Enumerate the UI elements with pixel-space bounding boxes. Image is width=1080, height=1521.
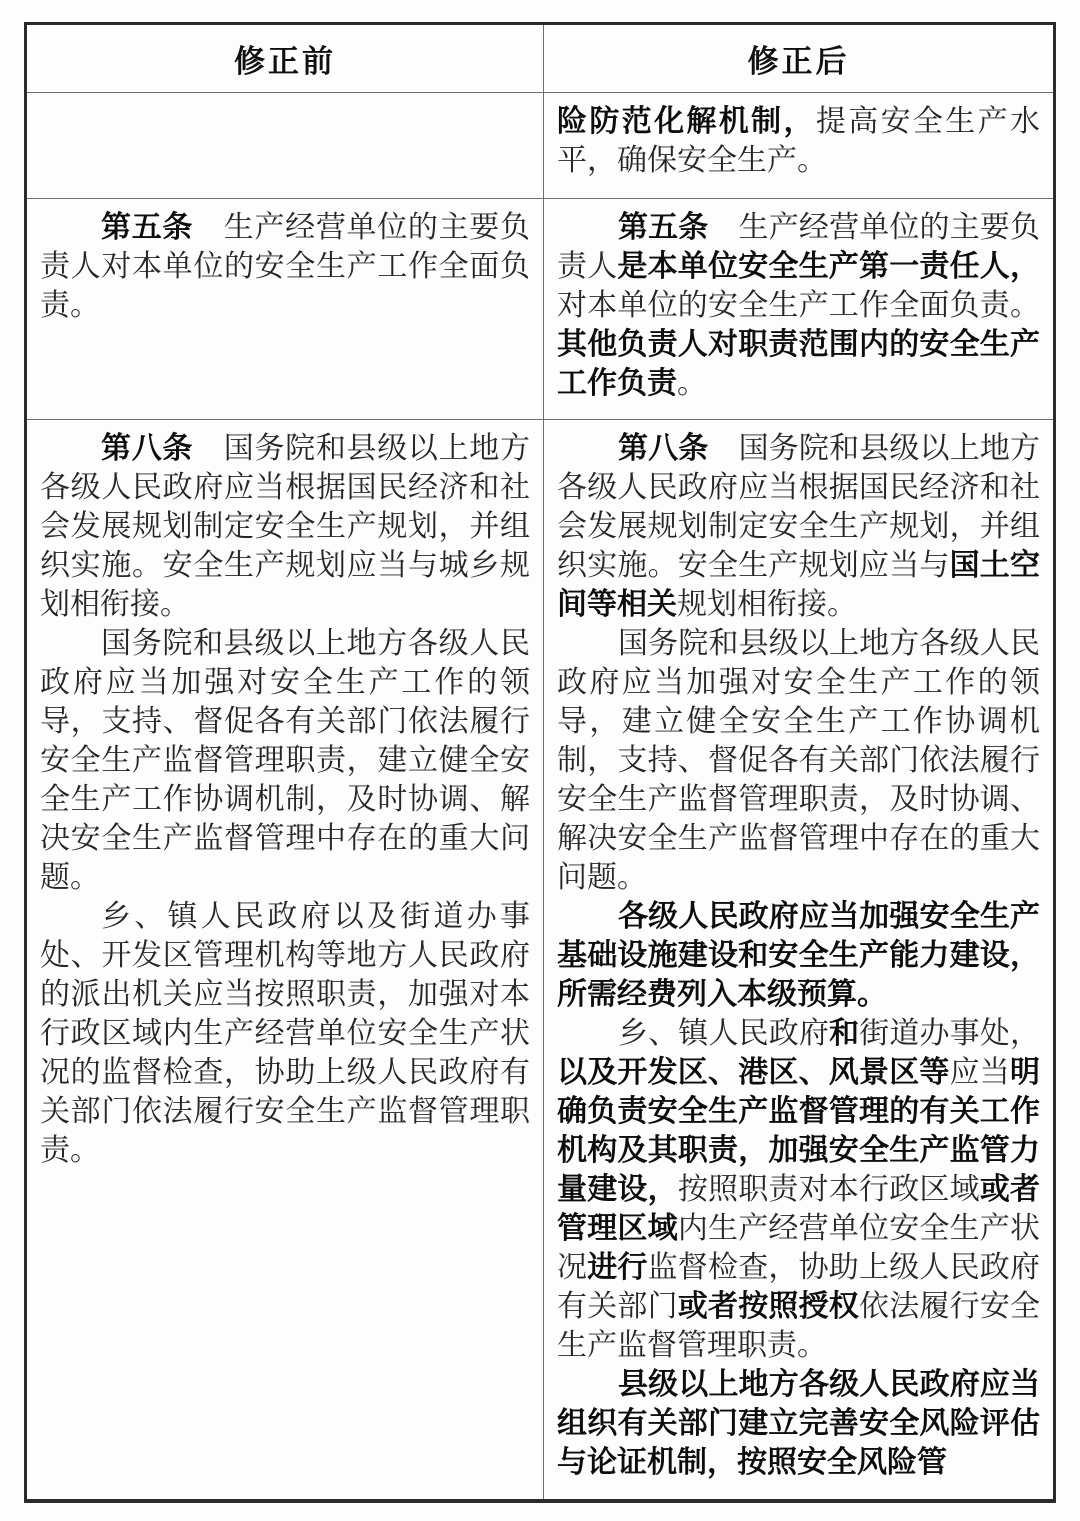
text-run: 乡、镇人民政府: [618, 1017, 830, 1050]
text-run: 生产经营单位的主要负责人: [557, 211, 1041, 283]
text-run: 国务院和县级以上地方各级人民政府应当根据国民经济和社会发展规划制定安全生产规划，并组织实施。安全生产规划应当与: [557, 432, 1041, 582]
table-row-continuation: [27, 92, 1053, 198]
amended-text-run: 第五条: [101, 211, 194, 244]
amended-text-run: 明确负责安全生产监督管理的有关工作机构及其职责，加强安全生产监管力量建设，: [557, 1056, 1041, 1206]
text-run: 国务院和县级以上地方各级人民政府应当加强对安全生产工作的领导，建立健全安全生产工作协调机制，支持、督促各有关部门依法履行安全生产监督管理职责，及时协调、解决安全生产监督管理中存在的重大问题。: [557, 627, 1040, 894]
text-run: 街道办事处，: [859, 1017, 1041, 1050]
paragraph: [40, 208, 530, 325]
paragraph: [557, 1365, 1040, 1482]
amended-text-run: 国土空间等相关: [557, 549, 1041, 621]
text-run: 内生产经营单位安全生产状况: [557, 1212, 1041, 1284]
cell-before-article-8: [27, 420, 543, 1499]
text-run: 提高安全生产水平，确保安全生产。: [557, 105, 1041, 177]
amended-text-run: 第五条: [618, 211, 709, 244]
text-run: 生产经营单位的主要负责人对本单位的安全生产工作全面负责。: [40, 211, 531, 322]
header-before: 修正前: [234, 44, 336, 79]
header-after: 修正后: [543, 25, 1053, 92]
text-run: 应当: [949, 1056, 1011, 1089]
amended-text-run: 第八条: [101, 432, 194, 465]
paragraph: [40, 429, 530, 624]
text-run: 乡、镇人民政府以及街道办事处、开发区管理机构等地方人民政府的派出机关应当按照职责，加强对本行政区域内生产经营单位安全生产状况的监督检查，协助上级人民政府有关部门依法履行安全生产监督管理职责。: [40, 900, 530, 1167]
text-run: 国务院和县级以上地方各级人民政府应当根据国民经济和社会发展规划制定安全生产规划，并组织实施。安全生产规划应当与城乡规划相衔接。: [40, 432, 531, 621]
paragraph: [40, 897, 530, 1170]
amended-text-run: 是本单位安全生产第一责任人，: [617, 250, 1041, 283]
paragraph: [557, 1014, 1040, 1365]
text-run: 按照职责对本行政区域: [677, 1173, 980, 1206]
text-run: 依法履行安全生产监督管理职责。: [557, 1290, 1041, 1362]
text-run: 规划相衔接。: [677, 588, 857, 621]
paragraph: [557, 897, 1040, 1014]
paragraph: [40, 624, 530, 897]
table-row-article-8: [27, 419, 1053, 1499]
amended-text-run: 和: [829, 1017, 860, 1050]
text-run: 国务院和县级以上地方各级人民政府应当加强对安全生产工作的领导，支持、督促各有关部门依法履行安全生产监督管理职责，建立健全安全生产工作协调机制，及时协调、解决安全生产监督管理中存在的重大问题。: [40, 627, 530, 894]
text-run: 对本单位的安全生产工作全面负责。: [557, 289, 1040, 322]
amended-text-run: 险防范化解机制，: [557, 105, 816, 138]
cell-before-article-5: [27, 199, 543, 419]
text-run: 监督检查，协助上级人民政府有关部门: [557, 1251, 1041, 1323]
text-run: 。: [677, 367, 707, 400]
amendment-comparison-table: [24, 22, 1056, 1503]
amended-text-run: 第八条: [618, 432, 709, 465]
paragraph: [557, 624, 1040, 897]
amended-text-run: 县级以上地方各级人民政府应当组织有关部门建立完善安全风险评估与论证机制，按照安全风险管: [557, 1368, 1040, 1479]
table-header-row: [27, 25, 1053, 92]
paragraph: [557, 429, 1040, 624]
cell-after-continuation: [543, 93, 1053, 198]
cell-after-article-8: [543, 420, 1053, 1499]
paragraph: [557, 208, 1040, 403]
amended-text-run: 各级人民政府应当加强安全生产基础设施建设和安全生产能力建设，所需经费列入本级预算。: [557, 900, 1040, 1011]
table-row-article-5: [27, 198, 1053, 419]
amended-text-run: 或者管理区域: [557, 1173, 1041, 1245]
amended-text-run: 其他负责人对职责范围内的安全生产工作负责: [557, 328, 1040, 400]
amended-text-run: 以及开发区、港区、风景区等: [557, 1056, 950, 1089]
amended-text-run: 或者按照授权: [677, 1290, 860, 1323]
cell-after-article-5: [543, 199, 1053, 419]
paragraph: [557, 102, 1040, 180]
amended-text-run: 进行: [587, 1251, 648, 1284]
cell-before-continuation: [27, 93, 543, 198]
